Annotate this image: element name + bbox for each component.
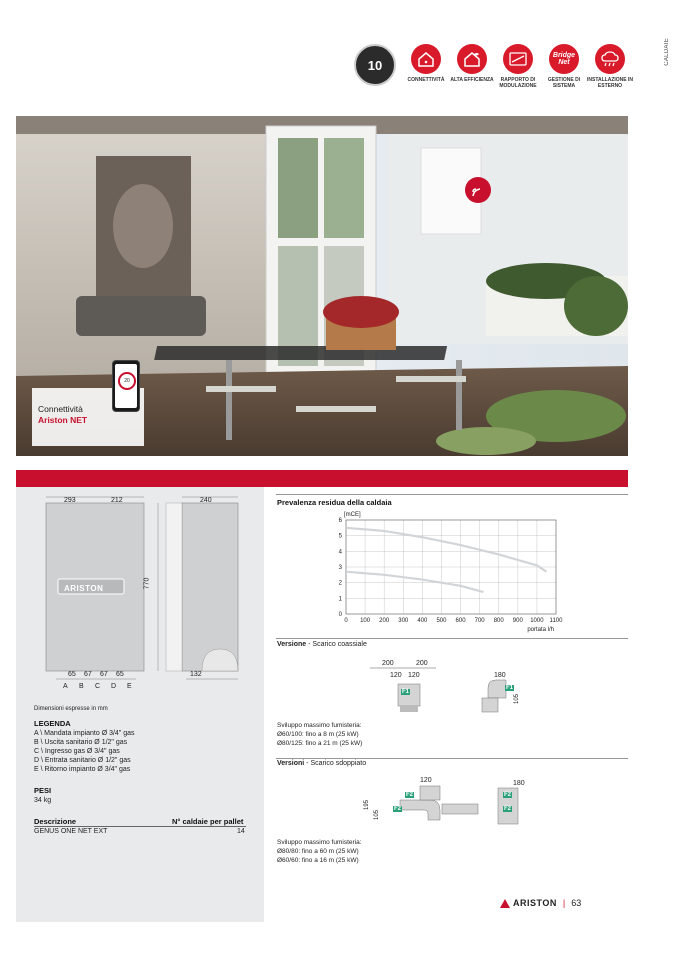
coax-dim-2: 200 xyxy=(416,660,428,667)
table-cell-qty: 14 xyxy=(237,828,245,835)
conn-letter-e: E xyxy=(127,683,132,690)
legenda-title: LEGENDA xyxy=(34,719,71,728)
split-tag-f2: F2 xyxy=(504,806,512,812)
y-tick-label: 1 xyxy=(338,596,342,603)
dim-side-bottom: 132 xyxy=(190,671,202,678)
conn-letter-c: C xyxy=(95,683,101,690)
y-axis-label: [mCE] xyxy=(344,512,361,518)
feature-esterno xyxy=(584,44,636,89)
x-tick-label: 200 xyxy=(379,618,390,624)
table-header-descrizione: Descrizione xyxy=(34,817,77,826)
bridgenet-icon xyxy=(549,44,579,74)
bridgenet-glyph: Bridge Net xyxy=(552,52,576,66)
legenda-list xyxy=(34,729,135,774)
versione2-title: Versioni xyxy=(277,760,305,767)
conn-letter-a: A xyxy=(63,683,68,690)
feature-label: CONNETTIVITÀ xyxy=(407,77,445,83)
coax-dim-1: 200 xyxy=(382,660,394,667)
feature-label: ALTA EFFICIENZA xyxy=(450,77,494,83)
legenda-item: B \ Uscita sanitario Ø 1/2" gas xyxy=(34,739,128,746)
x-axis-label: portata l/h xyxy=(527,627,554,633)
legenda-item: A \ Mandata impianto Ø 3/4" gas xyxy=(34,730,135,737)
split-dim-v2: 105 xyxy=(374,809,381,821)
versione2-heading xyxy=(277,760,366,767)
x-tick-label: 1100 xyxy=(549,618,563,624)
legenda-item: C \ Ingresso gas Ø 3/4" gas xyxy=(34,748,120,755)
feature-label: RAPPORTO DI MODULAZIONE xyxy=(499,77,537,89)
phone-value: 20 xyxy=(118,372,136,390)
feature-label: INSTALLAZIONE IN ESTERNO xyxy=(586,77,633,89)
versione1-text xyxy=(277,721,362,748)
feature-efficienza xyxy=(446,44,498,83)
conn-letter-d: D xyxy=(111,683,117,690)
x-tick-label: 1000 xyxy=(530,618,544,624)
dim-front-2: 212 xyxy=(111,497,123,504)
x-tick-label: 300 xyxy=(398,618,409,624)
split-dim-v1: 195 xyxy=(364,799,371,811)
x-tick-label: 900 xyxy=(512,618,523,624)
page-number: 63 xyxy=(571,898,582,908)
versione1-rule xyxy=(276,638,628,639)
coax-dim-3: 120 xyxy=(390,672,402,679)
warranty-badge xyxy=(354,44,396,86)
coax-dim-right-v: 105 xyxy=(514,693,521,705)
table-header-pallet: N° caldaie per pallet xyxy=(172,817,244,826)
split-flue-drawing xyxy=(360,780,540,830)
versione2-subtitle: - Scarico sdoppiato xyxy=(304,760,367,767)
pesi-value: 34 kg xyxy=(34,797,52,804)
hero-photo xyxy=(16,116,628,456)
feature-modulazione xyxy=(492,44,544,89)
y-tick-label: 2 xyxy=(338,580,342,587)
chart-title: Prevalenza residua della caldaia xyxy=(277,498,392,507)
dim-side-top: 240 xyxy=(200,497,212,504)
versione1-title: Versione xyxy=(277,641,307,648)
x-tick-label: 100 xyxy=(360,618,371,624)
dim-front-1: 293 xyxy=(64,497,76,504)
split-tag-f2: F2 xyxy=(504,792,512,798)
boiler-logo: ARISTON xyxy=(64,584,104,593)
dimension-drawing xyxy=(16,487,264,702)
phone-image xyxy=(112,360,140,412)
section-tab: CALDAIE xyxy=(664,38,670,66)
modulation-icon xyxy=(503,44,533,74)
versione1-subtitle: - Scarico coassiale xyxy=(306,641,367,648)
y-tick-label: 5 xyxy=(338,533,342,540)
caption-line1: Connettività xyxy=(38,404,83,414)
dim-bottom-3: 67 xyxy=(100,671,108,678)
x-tick-label: 500 xyxy=(436,618,447,624)
y-tick-label: 6 xyxy=(338,518,342,524)
versione1-line: Ø80/125: fino a 21 m (25 kW) xyxy=(277,740,363,747)
versione1-heading xyxy=(277,641,367,648)
caption-line2: Ariston NET xyxy=(38,415,88,425)
versione2-rule xyxy=(276,758,628,759)
coax-dim-4: 120 xyxy=(408,672,420,679)
feature-label: GESTIONE DI SISTEMA xyxy=(547,77,581,89)
section-red-bar xyxy=(16,470,628,487)
conn-letter-b: B xyxy=(79,683,84,690)
dim-bottom-4: 65 xyxy=(116,671,124,678)
coax-tag-f1-right: F1 xyxy=(506,685,514,691)
table-rule xyxy=(34,826,246,827)
legenda-item: E \ Ritorno impianto Ø 3/4" gas xyxy=(34,766,131,773)
wifi-house-icon xyxy=(411,44,441,74)
coax-dim-right: 180 xyxy=(494,672,506,679)
series-line xyxy=(346,572,483,592)
versione1-line: Ø60/100: fino a 8 m (25 kW) xyxy=(277,731,359,738)
coax-tag-f1: F1 xyxy=(402,689,410,695)
versione2-text xyxy=(277,838,362,865)
dim-height: 770 xyxy=(143,577,151,590)
x-tick-label: 400 xyxy=(417,618,428,624)
split-tag-f2: F2 xyxy=(406,792,414,798)
footer xyxy=(500,898,581,908)
chart-svg xyxy=(276,506,606,636)
ariston-logo-icon xyxy=(500,899,510,908)
dim-bottom-1: 65 xyxy=(68,671,76,678)
split-dim-right: 180 xyxy=(513,780,525,787)
x-tick-label: 600 xyxy=(455,618,466,624)
versione2-sviluppo: Sviluppo massimo fumisteria: xyxy=(277,839,362,846)
versione2-line: Ø60/60: fino a 16 m (25 kW) xyxy=(277,857,359,864)
warranty-years: 10 xyxy=(367,57,383,73)
x-tick-label: 800 xyxy=(493,618,504,624)
versione1-sviluppo: Sviluppo massimo fumisteria: xyxy=(277,722,362,729)
chart-top-rule xyxy=(276,494,628,495)
y-tick-label: 3 xyxy=(338,565,342,571)
y-tick-label: 4 xyxy=(338,549,342,556)
pesi-title: PESI xyxy=(34,786,52,795)
y-tick-label: 0 xyxy=(338,612,342,618)
caption-box xyxy=(32,378,144,446)
x-tick-label: 700 xyxy=(474,618,485,624)
legenda-item: D \ Entrata sanitario Ø 1/2" gas xyxy=(34,757,131,764)
series-line xyxy=(346,528,546,572)
house-leaf-icon xyxy=(457,44,487,74)
cloud-outdoor-icon xyxy=(595,44,625,74)
table-cell-desc: GENUS ONE NET EXT xyxy=(34,828,108,835)
split-tag-f2: F2 xyxy=(394,806,402,812)
footer-brand: ARISTON xyxy=(513,898,557,908)
dim-bottom-2: 67 xyxy=(84,671,92,678)
split-dim-top: 120 xyxy=(420,777,432,784)
dimension-note: Dimensioni espresse in mm xyxy=(34,706,108,712)
feature-bridgenet xyxy=(538,44,590,89)
versione2-line: Ø80/80: fino a 60 m (25 kW) xyxy=(277,848,359,855)
footer-separator: | xyxy=(562,898,566,908)
feature-connettivita xyxy=(400,44,452,83)
x-tick-label: 0 xyxy=(344,618,348,624)
